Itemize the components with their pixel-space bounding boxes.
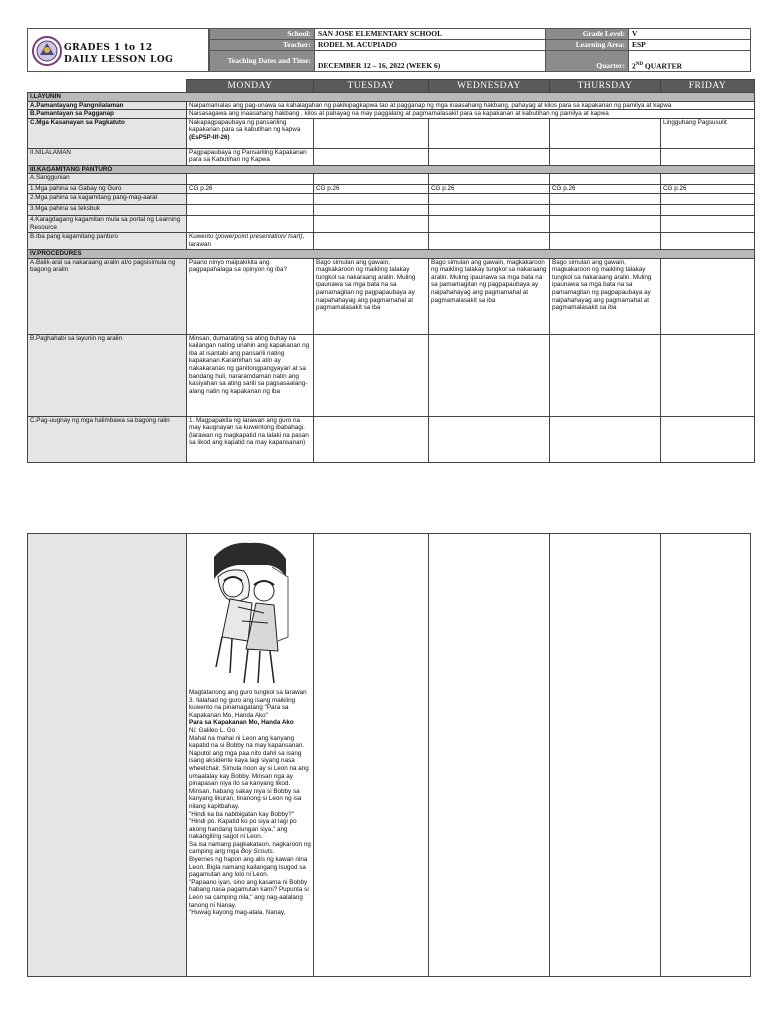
cell-cg-monday: CG p.26: [187, 185, 314, 194]
row-label-teksbuk: 3.Mga pahina sa teksbuk: [28, 204, 187, 215]
info-table-right: [545, 28, 751, 72]
info-table-left: [209, 28, 567, 72]
row-label-pang-mag-aaral: 2.Mga pahina sa kagamitang pang-mag-aaral: [28, 193, 187, 204]
grade-label: Grade Level:: [546, 29, 629, 40]
cell-nilalaman-monday: Pagpapaubaya ng Pansariling Kapakanan para sa Kabutihan ng Kapwa: [187, 148, 314, 165]
brand-subtitle: DAILY LESSON LOG: [64, 55, 174, 65]
row-label-iba-pang: B.Iba pang kagamitang panturo: [28, 232, 187, 249]
day-thursday: THURSDAY: [550, 80, 661, 93]
row-label-gabay: 1.Mga pahina sa Gabay ng Guro: [28, 185, 187, 194]
cell-balik-aral-tuesday: Bago simulan ang gawain, magkakaroon ng maikling talakay tungkol sa nakaraang aralin. Muling ipaunawa sa mga bata na sa pamamagitan ng pagpapaubaya ay naipahahayag ang pagmamahal at pagmamalasakit sa iba: [314, 258, 429, 334]
day-tuesday: TUESDAY: [314, 80, 429, 93]
cell-cg-thursday: CG p.26: [550, 185, 661, 194]
teacher-value: RODEL M. ACUPIADO: [315, 40, 567, 51]
cell-c-friday: Lingguhang Pagsusulit: [661, 118, 755, 148]
day-wednesday: WEDNESDAY: [429, 80, 550, 93]
row-label-b: B.Pamantayan sa Pagganap: [28, 110, 187, 119]
day-friday: FRIDAY: [661, 80, 755, 93]
section-procedures: IV.PROCEDURES: [28, 249, 755, 258]
grade-value: V: [629, 29, 751, 40]
section-kagamitan: III.KAGAMITANG PANTURO: [28, 165, 755, 174]
school-value: SAN JOSE ELEMENTARY SCHOOL: [315, 29, 567, 40]
row-label-pag-uugnay: C.Pag-uugnay ng mga halimbawa sa bagong ralin: [28, 416, 187, 462]
cell-cg-tuesday: CG p.26: [314, 185, 429, 194]
cell-c-monday: Nakapagpapaubaya ng pansariling kapakanan para sa kabutihan ng kapwa (EsP5P-IIf-26): [187, 118, 314, 148]
cell-cg-friday: CG p.26: [661, 185, 755, 194]
cell-balik-aral-wednesday: Bago simulan ang gawain, magkakaroon ng maikling talakay tungkol sa nakaraang aralin. Muling ipaunawa sa mga bata na sa pamamagitan ng pagpapaubaya ay naipahahayag ang pagmamahal at pagmamalasakit sa iba: [429, 258, 550, 334]
row-label-nilalaman: II.NILALAMAN: [28, 148, 187, 165]
day-header-row: [28, 80, 755, 93]
row-label-a: A.Pamantayang Pangnilalaman: [28, 101, 187, 110]
area-value: ESP: [629, 40, 751, 51]
row-label-portal: 4.Karagdagang kagamitan mula sa portal ng Learning Resource: [28, 215, 187, 232]
brothers-illustration-icon: [208, 537, 292, 687]
cell-kagamitan-monday: Kuwento (powerpoint presentation/ tsart), larawan: [187, 232, 314, 249]
quarter-label: Quarter:: [546, 51, 629, 72]
row-label-continued: [28, 534, 187, 977]
row-label-paghahabi: B.Paghahabi sa layunin ng aralin: [28, 334, 187, 416]
dates-label: Teaching Dates and Time:: [210, 51, 315, 72]
row-text-a: Naipamamalas ang pag-unawa sa kahalagahan ng pakikipagkapwa tao at pagganap ng mga inaasahang hakbang, pahayag at kilos para sa kapakanan ng pamilya at kapwa: [187, 101, 755, 110]
area-label: Learning Area:: [546, 40, 629, 51]
teacher-label: Teacher:: [210, 40, 315, 51]
cell-cg-wednesday: CG p.26: [429, 185, 550, 194]
lesson-grid: [27, 79, 755, 463]
row-text-b: Naisasagawa ang inaasahang hakbang , kilos at pahayag na may paggalang at pagmamalasakit para sa kapakanan at kabutihan ng pamilya at kapwa: [187, 110, 755, 119]
cell-balik-aral-thursday: Bago simulan ang gawain, magkakaroon ng maikling talakay tungkol sa nakaraang aralin. Muling ipaunawa sa mga bata na sa pamamagitan ng pagpapaubaya ay naipahahayag ang pagmamahal at pagmamalasakit sa iba: [550, 258, 661, 334]
cell-paghahabi-monday: Minsan, dumarating sa ating buhay na kailangan nating unahin ang kapakanan ng iba at isantabi ang pansarili nating kapakanan.Karamihan sa atin ay nakakaranas ng ganitongpangyayari at sa bandang huli, nararamdaman natin ang kasiyahan sa ating sarili sa pagsasaalang-alang natin ng kapakanan ng iba: [187, 334, 314, 416]
header: [27, 28, 751, 72]
cell-story-monday: Magtatanong ang guro tungkol sa larawan 3. Ilalahad ng guro ang isang maikling kuwento na pinamagatang "Para sa Kapakanan Mo, Handa Ako" Para sa Kapakanan Mo, Handa Ako Ni: Galileo L. Go Mahal na mahal ni Leon ang kanyang kapatid na si Bobby na may kapansanan. Naputol ang mga paa nito dahil sa isang isang aksidente kaya lagi siyang nasa wheelchair. Simula noon ay si Leon na ang umaalalay kay Bobby. Minsan nga ay pinapasan niya ito sa kanyang likod. Minsan, habang sakay niya si Bobby sa kanyang likuran, tinanong si Leon ng isa nilang kapitbahay. "Hindi ka ba nabibigatan kay Bobby?" "Hindi po. Kapatid ko po siya at lagi po akong handang tulungan siya," ang nakangiting sagot ni Leon. Sa isa namang pagkakataon, nagkaroon ng camping ang mga Boy Scouts. Biyernes ng hapon ang alis ng kawan nina Leon. Bigla namang kailangang isugod sa pagamutan ang lolo ni Leon. "Papaano iyan, sino ang kasama ni Bobby habang nasa pagamutan kami? Pupunta si Leon sa camping nila," ang nag-aalalang tanong ni Nanay. "Huwag kayong mag-alala, Nanay,: [187, 534, 314, 977]
brand-title: GRADES 1 to 12: [64, 43, 153, 53]
day-monday: MONDAY: [187, 80, 314, 93]
row-label-c: C.Mga Kasanayan sa Pagkatuto: [28, 118, 187, 148]
school-label: School:: [210, 29, 315, 40]
lesson-grid-continued: [27, 533, 751, 977]
logo-block: [27, 28, 209, 72]
section-layunin: I.LAYUNIN: [28, 93, 755, 102]
deped-seal-icon: [32, 33, 62, 69]
row-label-sanggunian: A.Sanggunian: [28, 174, 187, 185]
cell-balik-aral-monday: Paano ninyo maipakikita ang pagpapahalaga sa opinyon ng iba?: [187, 258, 314, 334]
row-label-balik-aral: A.Balik-aral sa nakaraang aralin at/o pagsisimula ng bagong aralin: [28, 258, 187, 334]
dates-value: DECEMBER 12 – 16, 2022 (WEEK 6): [315, 51, 567, 72]
quarter-value: 2ND QUARTER: [629, 51, 751, 72]
cell-pag-uugnay-monday: 1. Magpapakita ng larawan ang guro na may kaugnayan sa kuwentong ibabahagi. (larawan ng magkapatid na lalaki na pasan sa likod ang kapatid na may kapansanan): [187, 416, 314, 462]
